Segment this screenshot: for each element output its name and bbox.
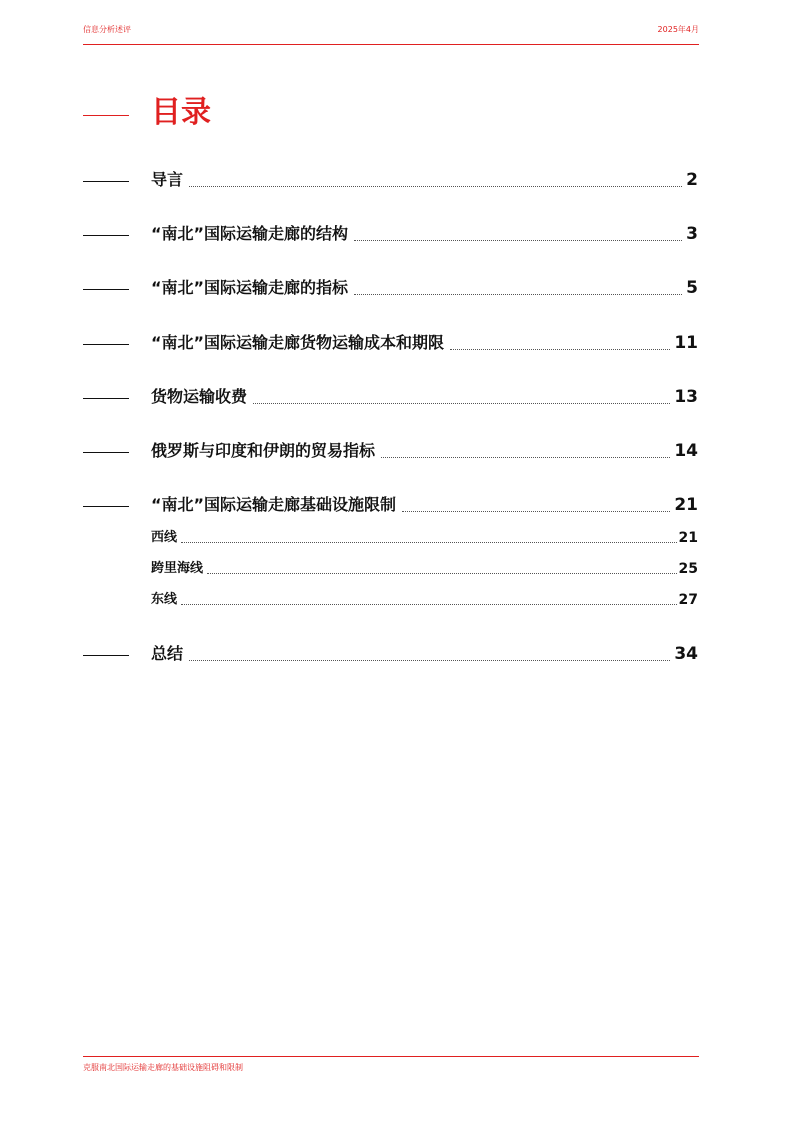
toc-dot-leader	[181, 542, 677, 543]
toc-subentry-label: 东线	[151, 592, 178, 607]
toc-leader-line	[83, 181, 129, 182]
toc-entry-page: 2	[686, 170, 698, 190]
toc-entry-page: 11	[674, 333, 698, 353]
toc-dot-leader	[354, 294, 682, 295]
toc-entry-label: “南北”国际运输走廊货物运输成本和期限	[151, 333, 445, 352]
toc-entry[interactable]	[151, 170, 698, 190]
toc-entry[interactable]	[151, 495, 698, 515]
toc-entry-label: 俄罗斯与印度和伊朗的贸易指标	[151, 441, 376, 460]
toc-dot-leader	[381, 457, 670, 458]
toc-dot-leader	[402, 511, 670, 512]
toc-leader-line	[83, 452, 129, 453]
toc-subentry[interactable]	[151, 530, 698, 546]
toc-subentry-label: 西线	[151, 530, 178, 545]
toc-entry-page: 13	[674, 387, 698, 407]
toc-dot-leader	[189, 186, 682, 187]
footer-doc-title: 克服南北国际运输走廊的基础设施阻碍和限制	[83, 1063, 243, 1072]
toc-subentry-page: 25	[678, 561, 698, 577]
header-doc-type: 信息分析述评	[83, 25, 131, 34]
toc-entry[interactable]	[151, 644, 698, 664]
toc-entry-label: 货物运输收费	[151, 387, 248, 406]
toc-leader-line	[83, 655, 129, 656]
toc-entry-page: 3	[686, 224, 698, 244]
toc-leader-line	[83, 398, 129, 399]
toc-entry-page: 34	[674, 644, 698, 664]
toc-dot-leader	[354, 240, 682, 241]
toc-entry-label: 导言	[151, 170, 184, 189]
toc-subentry[interactable]	[151, 561, 698, 577]
toc-leader-line	[83, 235, 129, 236]
toc-entry[interactable]	[151, 278, 698, 298]
toc-dot-leader	[450, 349, 670, 350]
toc-dot-leader	[253, 403, 670, 404]
toc-leader-line	[83, 506, 129, 507]
toc-entry[interactable]	[151, 441, 698, 461]
toc-entry[interactable]	[151, 224, 698, 244]
toc-subentry-page: 21	[678, 530, 698, 546]
toc-subentry-label: 跨里海线	[151, 561, 204, 576]
toc-leader-line	[83, 344, 129, 345]
header-date: 2025年4月	[657, 25, 699, 34]
toc-entry-label: “南北”国际运输走廊基础设施限制	[151, 495, 397, 514]
toc-entry-label: “南北”国际运输走廊的结构	[151, 224, 349, 243]
toc-entry-label: 总结	[151, 644, 184, 663]
toc-entry[interactable]	[151, 387, 698, 407]
toc-entry-page: 14	[674, 441, 698, 461]
toc-dot-leader	[207, 573, 677, 574]
toc-dot-leader	[181, 604, 677, 605]
toc-leader-line	[83, 289, 129, 290]
footer-divider	[83, 1056, 699, 1057]
toc-entry-page: 21	[674, 495, 698, 515]
toc-subentry[interactable]	[151, 592, 698, 608]
toc-entry-label: “南北”国际运输走廊的指标	[151, 278, 349, 297]
toc-entry-page: 5	[686, 278, 698, 298]
toc-subentry-page: 27	[678, 592, 698, 608]
toc-entry[interactable]	[151, 333, 698, 353]
page-title: 目录	[151, 95, 211, 130]
toc-dot-leader	[189, 660, 670, 661]
